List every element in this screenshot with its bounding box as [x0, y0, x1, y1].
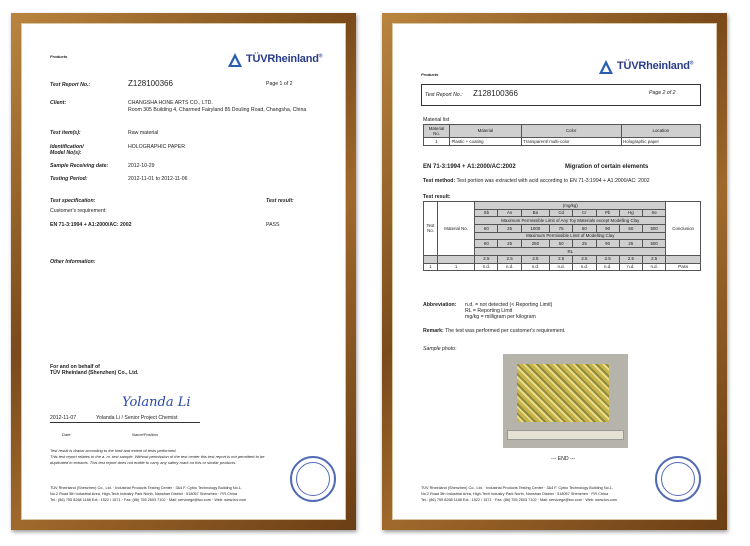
result-cell: n.d.: [573, 263, 596, 271]
max-any-cell: 25: [498, 225, 521, 233]
client-label: Client:: [50, 100, 67, 106]
identification-label: Identification/: [50, 144, 84, 150]
result-cell: n.d.: [643, 263, 666, 271]
rl-cell: 2.5: [475, 255, 498, 263]
color-header: Color: [521, 125, 621, 138]
max-any-cell: 90: [596, 225, 619, 233]
element-sb: Sb: [475, 209, 498, 217]
material-no-header: Material No.: [438, 202, 475, 256]
report-no-label: Test Report No.:: [50, 82, 91, 88]
company-seal: [655, 456, 701, 502]
test-method: [423, 178, 650, 185]
max-clay-cell: 250: [521, 240, 549, 248]
products-label: Products: [50, 54, 68, 59]
client-address: Room 305 Building 4, Charmed Fairyland 85 Douling Road, Changsha, China: [128, 107, 307, 113]
test-standard: EN 71-3:1994 + A1:2000/AC: 2002: [50, 222, 132, 228]
element-as: As: [498, 209, 521, 217]
remark: [423, 328, 565, 335]
max-clay-cell: 500: [643, 240, 666, 248]
test-items-label: Test item(s):: [50, 130, 81, 136]
result-cell: n.d.: [475, 263, 498, 271]
footer-line-2: No.2 Road 5th Industrial Area, High-Tech Industry Park North, Nanshan District · 518057 Shenzhen · P.R.China: [421, 492, 609, 496]
max-clay-cell: 90: [596, 240, 619, 248]
abbreviation-2: RL = Reporting Limit: [465, 308, 513, 314]
result-cell: n.d.: [550, 263, 573, 271]
element-hg: Hg: [619, 209, 642, 217]
element-pb: Pb: [596, 209, 619, 217]
test-result-label: Test result:: [266, 198, 294, 204]
report-no: Z128100366: [473, 89, 518, 98]
products-label: Products: [421, 72, 439, 77]
test-result-label: Test result:: [423, 194, 451, 200]
sample-photo-label: Sample photo:: [423, 346, 457, 352]
element-ba: Ba: [521, 209, 549, 217]
max-clay-cell: 60: [475, 240, 498, 248]
sample-receiving-date: 2012-10-29: [128, 163, 155, 169]
left-document-page: [21, 23, 346, 520]
disclaimer-line-2: This test report relates to the a. m. test sample. Without permission of the test center this test report is not permitted to be: [50, 454, 265, 459]
tuv-triangle-icon: [227, 52, 243, 68]
sign-date: 2012-11-07: [50, 415, 77, 421]
max-any-cell: 60: [573, 225, 596, 233]
location-cell: Holographic paper: [621, 138, 700, 146]
sample-photo: [503, 354, 628, 448]
element-cr: Cr: [573, 209, 596, 217]
rl-cell: 2.5: [498, 255, 521, 263]
rl-cell: 2.5: [643, 255, 666, 263]
for-behalf: For and on behalf of: [50, 364, 100, 370]
sample-receiving-label: Sample Receiving date:: [50, 163, 109, 169]
brand-text: TÜVRheinland: [246, 53, 319, 66]
migration-standard: EN 71-3:1994 + A1:2000/AC:2002: [423, 164, 516, 170]
page-number: Page 1 of 2: [266, 81, 293, 87]
footer-line-1: TÜV Rheinland (Shenzhen) Co., Ltd. · Industrial Products Testing Center · 3&4 F. Cybio Technology Building No.1,: [421, 486, 613, 490]
end-marker: --- END ---: [551, 456, 576, 462]
abbreviation-label: Abbreviation:: [423, 302, 457, 308]
report-no-label: Test Report No.:: [425, 92, 463, 98]
max-any-cell: 500: [643, 225, 666, 233]
max-clay-cell: 50: [550, 240, 573, 248]
material-no-header: Material No.: [424, 125, 450, 138]
footer-line-2: No.2 Road 5th Industrial Area, High-Tech Industry Park North, Nanshan District · 518057 Shenzhen · P.R.China: [50, 492, 238, 496]
disclaimer-line-3: duplicated in extracts. This test report does not entitle to carry any safety mark on this or similar products.: [50, 460, 237, 465]
test-spec-label: Test specification:: [50, 198, 96, 204]
registered-mark: ®: [318, 53, 323, 60]
material-header-row: [424, 125, 701, 138]
element-se: Se: [643, 209, 666, 217]
tuv-logo: [598, 59, 693, 75]
customer-requirement: Customer's requirement:: [50, 208, 107, 214]
remark-text: The test was performed per customer's requirement.: [445, 328, 566, 334]
report-no: Z128100366: [128, 79, 173, 88]
tuv-brand: [246, 53, 322, 67]
rl-cell: 2.5: [619, 255, 642, 263]
element-cd: Cd: [550, 209, 573, 217]
location-header: Location: [621, 125, 700, 138]
max-any-cell: 60: [619, 225, 642, 233]
abbreviation-3: mg/kg = milligram per kilogram: [465, 314, 536, 320]
migration-table: [423, 201, 701, 271]
max-any-cell: 75: [550, 225, 573, 233]
page-number: Page 2 of 2: [649, 90, 676, 96]
max-clay-cell: 25: [573, 240, 596, 248]
rl-cell: 2.5: [573, 255, 596, 263]
max-any-label: Maximum Permissible Limit of Any Toy Materials except Modelling Clay: [475, 217, 666, 225]
max-any-cell: 1000: [521, 225, 549, 233]
result-cell: n.d.: [498, 263, 521, 271]
rl-row: [424, 255, 701, 263]
client-name: CHANGSHA HONE ARTS CO., LTD.: [128, 100, 213, 106]
signature-line: [50, 422, 200, 423]
right-document-page: [392, 23, 717, 520]
name-position-caption: Name/Position: [132, 432, 159, 437]
signature: Yolanda Li: [122, 395, 191, 410]
holographic-foil-sample: [517, 364, 609, 422]
unit-cell: (mg/kg): [475, 202, 666, 210]
footer-line-3: Tel.: (86) 755 8268 1188 Ext.: 1522 / 1571 · Fax: (86) 755 2603 7102 · Mail: servicegz@tuv.com · Web: www.tuv.com: [421, 498, 618, 502]
company-seal: [290, 456, 336, 502]
max-clay-cell: 25: [498, 240, 521, 248]
test-items: Raw material: [128, 130, 159, 136]
result-cell: n.d.: [619, 263, 642, 271]
conclusion-header: Conclusion: [666, 202, 701, 256]
testing-period-label: Testing Period:: [50, 176, 88, 182]
rl-cell: 2.5: [596, 255, 619, 263]
date-caption: Date: [62, 432, 71, 437]
abbreviation-1: n.d. = not detected (< Reporting Limit): [465, 302, 553, 308]
right-document-frame: [382, 13, 727, 530]
result-cell: n.d.: [596, 263, 619, 271]
test-result: PASS: [266, 222, 280, 228]
rl-cell: 2.5: [550, 255, 573, 263]
migration-title: Migration of certain elements: [565, 164, 649, 170]
footer-line-1: TÜV Rheinland (Shenzhen) Co., Ltd. · Industrial Products Testing Center · 3&4 F. Cybio Technology Building No.1,: [50, 486, 242, 490]
model-label: Model No(s):: [50, 150, 82, 156]
test-no-header: Test No.: [424, 202, 438, 256]
remark-label: Remark:: [423, 328, 444, 334]
color-cell: Transparent/ multi-color: [521, 138, 621, 146]
max-clay-label: Maximum Permissible Limit of Modelling Clay: [475, 232, 666, 240]
material-cell: Plastic + coating: [450, 138, 522, 146]
test-method-label: Test method:: [423, 178, 456, 184]
test-method-text: Test portion was extracted with acid according to EN 71-3:1994 + A1:2000/AC: 2002: [456, 178, 650, 184]
ruler: [507, 430, 624, 440]
tuv-brand: [617, 60, 693, 74]
disclaimer-line-1: Test result is drawn according to the kind and extent of tests performed.: [50, 448, 177, 453]
brand-text: TÜVRheinland: [617, 60, 690, 73]
material-list-label: Material list: [423, 117, 450, 123]
unit-row: [424, 202, 701, 210]
material-row: [424, 138, 701, 146]
result-conclusion: Pass: [666, 263, 701, 271]
max-any-cell: 60: [475, 225, 498, 233]
identification: HOLOGRAPHIC PAPER: [128, 144, 185, 150]
rl-label: RL: [475, 248, 666, 256]
footer-line-3: Tel.: (86) 755 8268 1188 Ext.: 1522 / 1571 · Fax: (86) 755 2603 7102 · Mail: servicegz@tuv.com · Web: www.tuv.com: [50, 498, 247, 502]
testing-period: 2012-11-01 to 2012-11-06: [128, 176, 188, 182]
left-document-frame: [11, 13, 356, 530]
registered-mark: ®: [689, 60, 694, 67]
result-cell: n.d.: [521, 263, 549, 271]
material-no-cell: 1: [424, 138, 450, 146]
material-header: Material: [450, 125, 522, 138]
other-info-label: Other Information:: [50, 259, 96, 265]
signer-name: Yolanda Li / Senior Project Chemist: [96, 415, 178, 421]
material-table: [423, 124, 701, 146]
result-test-no: 1: [424, 263, 438, 271]
result-material-no: 1: [438, 263, 475, 271]
rl-cell: 2.5: [521, 255, 549, 263]
result-row: [424, 263, 701, 271]
tuv-triangle-icon: [598, 59, 614, 75]
tuv-logo: [227, 52, 322, 68]
company-name: TÜV Rheinland (Shenzhen) Co., Ltd.: [50, 370, 139, 376]
max-clay-cell: 25: [619, 240, 642, 248]
